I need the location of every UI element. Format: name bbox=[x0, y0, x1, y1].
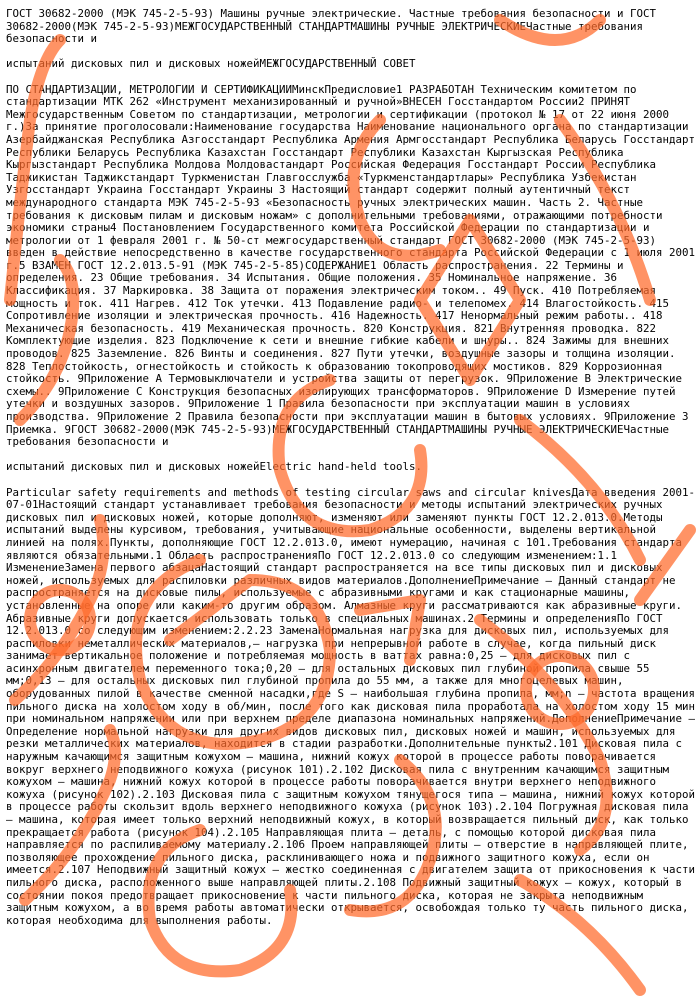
preface-paragraph: ПО СТАНДАРТИЗАЦИИ, МЕТРОЛОГИИ И СЕРТИФИКАЦИИМинскПредисловие1 РАЗРАБОТАН Техническим комитетом по стандартизации МТК 262 «Инструмент механизированный и ручной»ВНЕСЕН Госстандартом России2 ПРИНЯТ Межгосударственным Советом по стандартизации, метрологии и сертификации (протокол № 17 от 22 июня 2000 г.)За принятие проголосовали:Наименование государства Наименование национального органа по стандартизации Азербайджанская Республика Азгосстандарт Республика Армения Армгосстандарт Республика Беларусь Госстандарт Республики Беларусь Республика Казахстан Госстандарт Республики Казахстан Кыргызская Республика Кыргызстандарт Республика Молдова Молдовастандарт Российская Федерация Госстандарт России Республика Таджикистан Таджикстандарт Туркменистан Главгосслужба «Туркменстандартлары» Республика Узбекистан Узгосстандарт Украина Госстандарт Украины 3 Настоящий стандарт содержит полный аутентичный текст международного стандарта МЭК 745-2-5-93 «Безопасность ручных электрических машин. Часть 2. Частные требования к дисковым пилам и дисковым ножам» с дополнительными требованиями, отражающими потребности экономики страны4 Постановлением Государственного комитета Российской Федерации по стандартизации и метрологии от 1 февраля 2001 г. № 50-ст межгосударственный стандарт ГОСТ 30682-2000 (МЭК 745-2-5-93) введен в действие непосредственно в качестве государственного стандарта Российской Федерации с 1 июля 2001 г.5 ВЗАМЕН ГОСТ 12.2.013.5-91 (МЭК 745-2-5-85)СОДЕРЖАНИЕ1 Область распространения. 22 Термины и определения. 23 Общие требования. 34 Испытания. Общие положения. 35 Номинальное напряжение. 36 Классификация. 37 Маркировка. 38 Защита от поражения электрическим током.. 49 Пуск. 410 Потребляемая мощность и ток. 411 Нагрев. 412 Ток утечки. 413 Подавление радио- и телепомех. 414 Влагостойкость. 415 Сопротивление изоляции и электрическая прочность. 416 Надежность. 417 Ненормальный режим работы.. 418 Механическая безопасность. 419 Механическая прочность. 820 Конструкция. 821 Внутренняя проводка. 822 Комплектующие изделия. 823 Подключение к сети и внешние гибкие кабели и шнуры.. 824 Зажимы для внешних проводов. 825 Заземление. 826 Винты и соединения. 827 Пути утечки, воздушные зазоры и толщина изоляции. 828 Теплостойкость, огнестойкость и стойкость к образованию токопроводящих мостиков. 829 Коррозионная стойкость. 9Приложение А Термовыключатели и устройства защиты от перегрузок. 9Приложение В Электрические схемы.. 9Приложение С Конструкция безопасных изолирующих трансформаторов. 9Приложение D Измерение путей утечки и воздушных зазоров. 9Приложение 1 Правила безопасности при эксплуатации машин в условиях производства. 9Приложение 2 Правила безопасности при эксплуатации машин в бытовых условиях. 9Приложение 3 Приемка. 9ГОСТ 30682-2000(МЭК 745-2-5-93)МЕЖГОСУДАРСТВЕННЫЙ СТАНДАРТМАШИНЫ РУЧНЫЕ ЭЛЕКТРИЧЕСКИЕЧастные требования безопасности и bbox=[6, 82, 696, 449]
body-paragraph: Particular safety requirements and methods of testing circular saws and circular knivesДата введения 2001-07-01Настоящий стандарт устанавливает требования безопасности и методы испытаний электрических ручных дисковых пил и дисковых ножей, которые дополняют, изменяют или заменяют пункты ГОСТ 12.2.013.0.Методы испытаний выделены курсивом, требования, учитывающие национальные особенности, выделены вертикальной линией на полях.Пункты, дополняющие ГОСТ 12.2.013.0, имеют нумерацию, начиная с 101.Требования стандарта являются обязательными.1 Область распространенияПо ГОСТ 12.2.013.0 со следующим изменением:1.1 ИзменениеЗамена первого абзацаНастоящий стандарт распространяется на все типы дисковых пил и дисковых ножей, используемых для распиловки различных видов материалов.ДополнениеПримечание — Данный стандарт не распространяется на дисковые пилы, используемые с абразивными кругами и как стационарные машины, установленные на опоре или каким-то другим образом. Алмазные круги рассматриваются как абразивные круги. Абразивные круги допускается использовать только в специальных машинах.2 Термины и определенияПо ГОСТ 12.2.013.0 со следующим изменением:2.2.23 ЗаменаНормальная нагрузка для дисковых пил, используемых для распиловки неметаллических материалов,— нагрузка при непрерывной работе в случае, когда пильный диск занимает вертикальное положение и потребляемая мощность в ваттах равна:0,25 — для дисковых пил с асинхронным двигателем переменного тока;0,20 — для остальных дисковых пил глубиной пропила свыше 55 мм;0,13 — для остальных дисковых пил глубиной пропила до 55 мм, а также для многоцелевых машин, оборудованных пилой в качестве сменной насадки,где S — наибольшая глубина пропила, мм;n — частота вращения пильного диска на холостом ходу в об/мин, после того как дисковая пила проработала на холостом ходу 15 мин при номинальном напряжении или при верхнем пределе диапазона номинальных напряжений.ДополнениеПримечание — Определение нормальной нагрузки для других видов дисковых пил, дисковых ножей и машин, используемых для резки металлических материалов, находится в стадии разработки.Дополнительные пункты2.101 Дисковая пила с наружным качающимся защитным кожухом — машина, нижний кожух которой в процессе работы поворачивается вокруг верхнего неподвижного кожуха (рисунок 101).2.102 Дисковая пила с внутренним качающимся защитным кожухом — машина, нижний кожух которой в процессе работы поворачивается внутри верхнего неподвижного кожуха (рисунок 102).2.103 Дисковая пила с защитным кожухом тянущегося типа — машина, нижний кожух которой в процессе работы скользит вдоль верхнего неподвижного кожуха (рисунок 103).2.104 Погружная дисковая пила — машина, которая имеет только верхний неподвижный кожух, в который возвращается пильный диск, как только прекращается работа (рисунок 104).2.105 Направляющая плита — деталь, с помощью которой дисковая пила направляется по распиливаемому материалу.2.106 Проем направляющей плиты — отверстие в направляющей плите, позволяющее прохождение пильного диска, расклинивающего ножа и подвижного защитного кожуха, если он имеется.2.107 Неподвижный защитный кожух — жестко соединенная с двигателем защита от прикосновения к части пильного диска, расположенного выше направляющей плиты.2.108 Подвижный защитный кожух — кожух, который в состоянии покоя предотвращает прикосновение к части пильного диска, которая не закрыта неподвижным защитным кожухом, а во время работы автоматически открывается, освобождая только ту часть пильного диска, которая необходима для выполнения работы. bbox=[6, 485, 696, 927]
subtitle-paragraph: испытаний дисковых пил и дисковых ножейМЕЖГОСУДАРСТВЕННЫЙ СОВЕТ bbox=[6, 57, 416, 71]
title-paragraph: ГОСТ 30682-2000 (МЭК 745-2-5-93) Машины ручные электрические. Частные требования безопасности и ГОСТ 30682-2000(МЭК 745-2-5-93)МЕЖГОСУДАРСТВЕННЫЙ СТАНДАРТМАШИНЫ РУЧНЫЕ ЭЛЕКТРИЧЕСКИЕЧастные требования безопасности и bbox=[6, 7, 657, 46]
english-title-paragraph: испытаний дисковых пил и дисковых ножейElectric hand-held tools. bbox=[6, 460, 423, 474]
